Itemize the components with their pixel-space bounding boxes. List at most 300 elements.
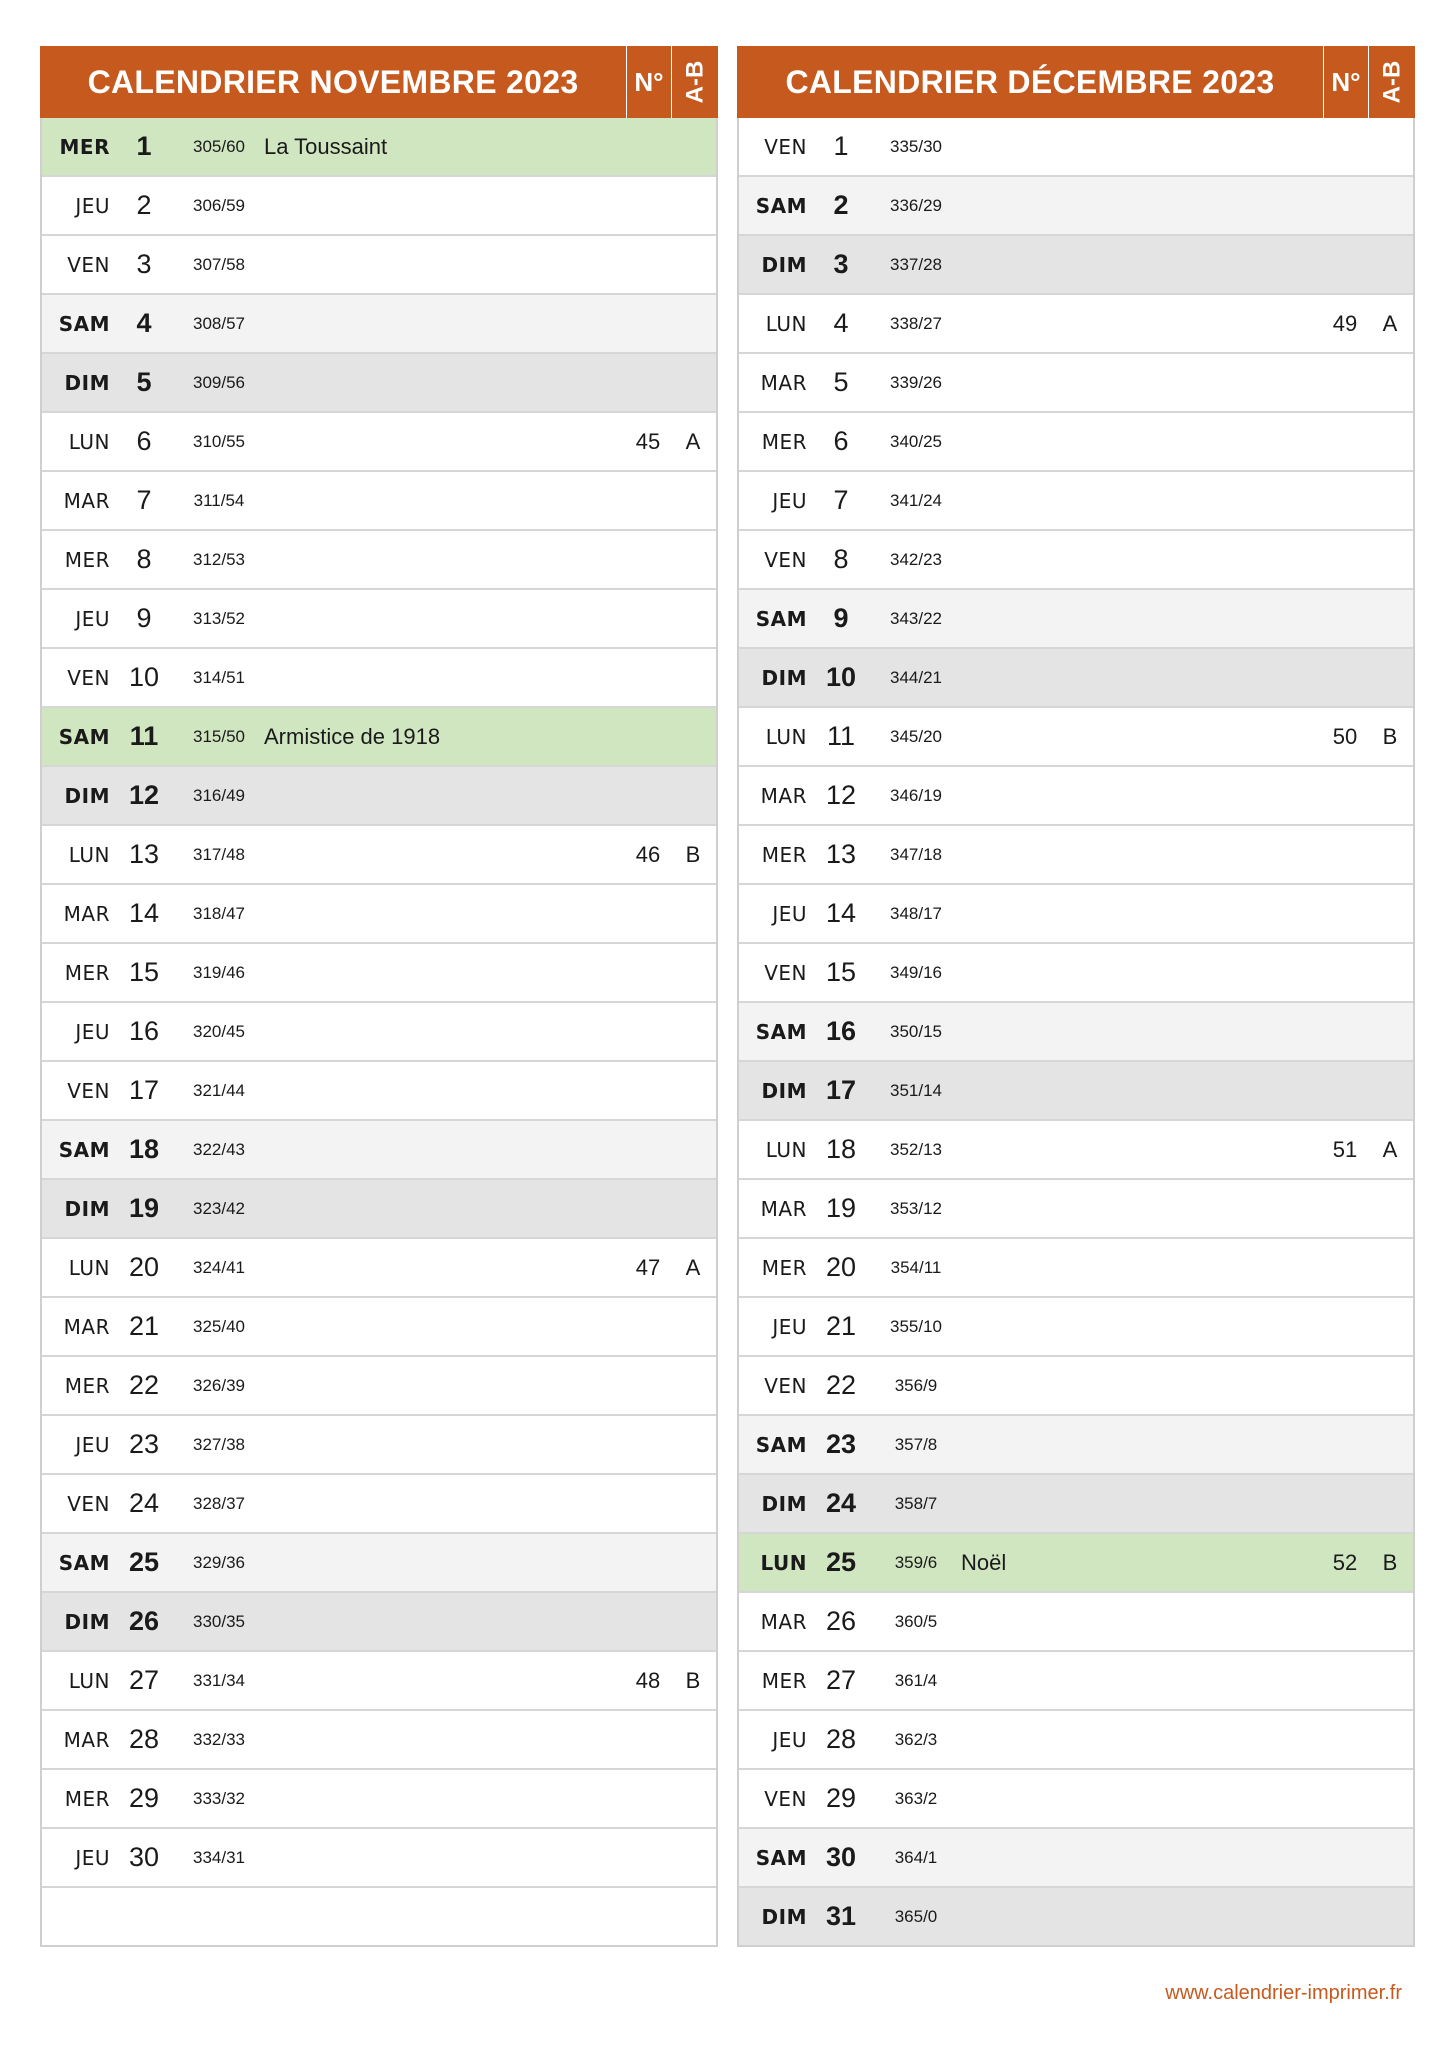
day-number: 25 <box>825 1547 857 1577</box>
day-number: 4 <box>136 308 152 338</box>
week-number <box>626 885 670 942</box>
day-row <box>739 293 1413 352</box>
day-of-year: 331/34 <box>193 1670 245 1690</box>
day-row <box>739 1060 1413 1119</box>
week-number <box>1323 885 1367 942</box>
day-number: 10 <box>128 662 160 692</box>
day-of-year: 353/12 <box>890 1198 942 1218</box>
day-number: 27 <box>825 1665 857 1695</box>
weekday-label: MAR <box>63 488 110 513</box>
weekday-label: VEN <box>67 665 110 690</box>
day-row <box>739 175 1413 234</box>
event-label: Armistice de 1918 <box>264 723 441 749</box>
day-of-year: 343/22 <box>890 608 942 628</box>
day-of-year: 321/44 <box>193 1080 245 1100</box>
week-number <box>1323 1593 1367 1650</box>
ab-cycle <box>670 1534 716 1591</box>
weekday-label: LUN <box>765 311 807 336</box>
weekday-label: VEN <box>764 1786 807 1811</box>
day-row <box>739 1886 1413 1945</box>
weekday-label: JEU <box>772 1314 807 1339</box>
day-of-year: 306/59 <box>193 195 245 215</box>
week-number <box>1323 944 1367 1001</box>
day-row <box>739 1178 1413 1237</box>
day-of-year: 314/51 <box>193 667 245 687</box>
day-of-year: 323/42 <box>193 1198 245 1218</box>
day-number: 5 <box>833 367 849 397</box>
footer-website-link[interactable]: www.calendrier-imprimer.fr <box>1165 1982 1402 2004</box>
day-number: 15 <box>128 957 160 987</box>
ab-cycle <box>1367 1770 1413 1827</box>
day-row <box>42 883 716 942</box>
day-of-year: 305/60 <box>193 136 245 156</box>
ab-cycle: B <box>685 841 701 867</box>
week-number <box>626 1534 670 1591</box>
week-number <box>1323 1416 1367 1473</box>
ab-cycle <box>1367 472 1413 529</box>
day-row <box>739 1591 1413 1650</box>
day-of-year: 344/21 <box>890 667 942 687</box>
ab-cycle <box>1367 531 1413 588</box>
weekday-label: MAR <box>63 1314 110 1339</box>
day-of-year: 307/58 <box>193 254 245 274</box>
day-number: 7 <box>833 485 849 515</box>
day-number: 18 <box>128 1134 160 1164</box>
weekday-label: LUN <box>765 724 807 749</box>
day-row <box>42 1119 716 1178</box>
empty-row <box>42 1886 716 1945</box>
weekday-label: DIM <box>64 783 110 808</box>
weekday-label: MER <box>64 960 110 985</box>
week-number: 45 <box>635 428 661 454</box>
week-number <box>1323 1888 1367 1945</box>
day-number: 12 <box>825 780 857 810</box>
day-of-year: 326/39 <box>193 1375 245 1395</box>
weekday-label: MAR <box>760 1196 807 1221</box>
day-of-year: 317/48 <box>193 844 245 864</box>
weekday-label: LUN <box>68 1255 110 1280</box>
ab-cycle <box>670 354 716 411</box>
day-of-year: 333/32 <box>193 1788 245 1808</box>
weekday-label: DIM <box>761 252 807 277</box>
ab-cycle <box>670 177 716 234</box>
week-number <box>1323 1003 1367 1060</box>
weekday-label: SAM <box>58 311 110 336</box>
week-number <box>1323 590 1367 647</box>
day-row <box>42 1473 716 1532</box>
weekday-label: VEN <box>764 960 807 985</box>
week-number <box>626 1121 670 1178</box>
week-number <box>626 1475 670 1532</box>
ab-cycle <box>1367 1416 1413 1473</box>
day-of-year: 340/25 <box>890 431 942 451</box>
day-of-year: 330/35 <box>193 1611 245 1631</box>
weekday-label: LUN <box>68 1668 110 1693</box>
day-of-year: 318/47 <box>193 903 245 923</box>
day-of-year: 327/38 <box>193 1434 245 1454</box>
weekday-label: VEN <box>67 1491 110 1516</box>
ab-cycle <box>670 1711 716 1768</box>
day-row <box>739 529 1413 588</box>
day-row <box>42 824 716 883</box>
day-of-year: 319/46 <box>193 962 245 982</box>
day-number: 29 <box>825 1783 857 1813</box>
day-of-year: 352/13 <box>890 1139 942 1159</box>
day-number: 30 <box>825 1842 857 1872</box>
ab-cycle <box>1367 1357 1413 1414</box>
ab-cycle <box>1367 885 1413 942</box>
day-of-year: 311/54 <box>193 490 245 510</box>
ab-cycle <box>1367 1829 1413 1886</box>
weekday-label: DIM <box>761 665 807 690</box>
week-number <box>1323 413 1367 470</box>
week-number <box>1323 531 1367 588</box>
day-number: 14 <box>128 898 160 928</box>
week-number <box>626 767 670 824</box>
day-number: 8 <box>833 544 849 574</box>
day-of-year: 312/53 <box>193 549 245 569</box>
week-number <box>1323 1475 1367 1532</box>
day-row <box>739 470 1413 529</box>
day-number: 2 <box>136 190 152 220</box>
day-of-year: 336/29 <box>890 195 942 215</box>
day-of-year: 313/52 <box>193 608 245 628</box>
ab-cycle <box>1367 1062 1413 1119</box>
ab-cycle <box>670 1593 716 1650</box>
ab-cycle <box>1367 1239 1413 1296</box>
day-number: 17 <box>825 1075 857 1105</box>
weekday-label: JEU <box>75 1432 110 1457</box>
month-december <box>737 46 1415 1947</box>
day-row <box>42 1532 716 1591</box>
week-number <box>1323 354 1367 411</box>
day-row <box>42 1178 716 1237</box>
day-of-year: 341/24 <box>890 490 942 510</box>
week-number <box>1323 472 1367 529</box>
day-row <box>42 942 716 1001</box>
day-of-year: 309/56 <box>193 372 245 392</box>
day-of-year: 315/50 <box>193 726 245 746</box>
day-number: 6 <box>833 426 849 456</box>
day-row <box>739 118 1413 175</box>
ab-cycle <box>670 1829 716 1886</box>
day-of-year: 325/40 <box>193 1316 245 1336</box>
day-row <box>739 1768 1413 1827</box>
day-of-year: 364/1 <box>894 1847 938 1867</box>
day-of-year: 342/23 <box>890 549 942 569</box>
day-row <box>739 1414 1413 1473</box>
ab-cycle <box>670 590 716 647</box>
ab-cycle <box>670 1298 716 1355</box>
week-number <box>626 177 670 234</box>
day-of-year: 360/5 <box>894 1611 938 1631</box>
week-number: 46 <box>635 841 661 867</box>
week-number <box>626 590 670 647</box>
weekday-label: SAM <box>58 1137 110 1162</box>
day-of-year: 334/31 <box>193 1847 245 1867</box>
day-number: 24 <box>825 1488 857 1518</box>
day-row <box>42 1827 716 1886</box>
ab-cycle <box>670 885 716 942</box>
day-number: 12 <box>128 780 160 810</box>
weekday-label: SAM <box>755 1845 807 1870</box>
day-of-year: 320/45 <box>193 1021 245 1041</box>
day-row <box>739 706 1413 765</box>
week-number <box>1323 236 1367 293</box>
day-number: 30 <box>128 1842 160 1872</box>
day-number: 7 <box>136 485 152 515</box>
day-row <box>42 1768 716 1827</box>
ab-cycle <box>670 1003 716 1060</box>
weekday-label: SAM <box>58 1550 110 1575</box>
week-number <box>626 1062 670 1119</box>
week-number <box>626 472 670 529</box>
day-number: 19 <box>128 1193 160 1223</box>
weekday-label: JEU <box>75 606 110 631</box>
day-number: 11 <box>129 721 159 751</box>
day-number: 1 <box>833 131 849 161</box>
day-of-year: 362/3 <box>894 1729 938 1749</box>
day-number: 3 <box>136 249 152 279</box>
day-of-year: 361/4 <box>894 1670 938 1690</box>
day-number: 31 <box>825 1901 857 1931</box>
day-number: 20 <box>128 1252 160 1282</box>
day-number: 6 <box>136 426 152 456</box>
day-row <box>739 1355 1413 1414</box>
weekday-label: SAM <box>755 1432 807 1457</box>
day-of-year: 359/6 <box>894 1552 938 1572</box>
week-number <box>626 531 670 588</box>
weekday-label: MER <box>761 1255 807 1280</box>
day-row <box>739 1709 1413 1768</box>
weekday-label: DIM <box>64 1609 110 1634</box>
ab-cycle: A <box>1382 310 1398 336</box>
ab-cycle: B <box>685 1667 701 1693</box>
week-number <box>1323 177 1367 234</box>
ab-cycle <box>670 649 716 706</box>
day-number: 4 <box>833 308 849 338</box>
day-row <box>42 1414 716 1473</box>
ab-cycle <box>670 118 716 175</box>
ab-cycle <box>670 708 716 765</box>
weekday-label: MER <box>64 1373 110 1398</box>
week-number: 48 <box>635 1667 661 1693</box>
day-number: 1 <box>136 131 152 161</box>
day-row <box>42 765 716 824</box>
day-row <box>42 1296 716 1355</box>
weekday-label: LUN <box>760 1550 807 1575</box>
day-of-year: 308/57 <box>193 313 245 333</box>
weekday-label: MER <box>64 547 110 572</box>
day-row <box>739 1827 1413 1886</box>
ab-cycle <box>1367 354 1413 411</box>
day-row <box>739 1532 1413 1591</box>
month-title: CALENDRIER NOVEMBRE 2023 <box>87 63 579 100</box>
day-list <box>40 118 718 1947</box>
day-of-year: 355/10 <box>890 1316 942 1336</box>
day-of-year: 354/11 <box>890 1257 942 1277</box>
week-number <box>626 354 670 411</box>
day-number: 27 <box>128 1665 160 1695</box>
week-number <box>626 1711 670 1768</box>
day-of-year: 332/33 <box>193 1729 245 1749</box>
week-number <box>626 1593 670 1650</box>
ab-cycle <box>670 1770 716 1827</box>
day-row <box>739 1001 1413 1060</box>
day-number: 25 <box>128 1547 160 1577</box>
day-number: 28 <box>825 1724 857 1754</box>
day-row <box>42 647 716 706</box>
week-number <box>1323 1298 1367 1355</box>
week-number <box>626 295 670 352</box>
week-number: 52 <box>1332 1549 1358 1575</box>
day-number: 17 <box>128 1075 160 1105</box>
weekday-label: MER <box>761 1668 807 1693</box>
day-of-year: 322/43 <box>193 1139 245 1159</box>
ab-cycle-column-header <box>1368 46 1415 118</box>
week-number <box>1323 826 1367 883</box>
week-number <box>1323 1180 1367 1237</box>
ab-cycle <box>1367 649 1413 706</box>
ab-cycle <box>1367 1003 1413 1060</box>
ab-cycle <box>1367 1298 1413 1355</box>
day-row <box>739 942 1413 1001</box>
weekday-label: SAM <box>755 606 807 631</box>
day-row <box>42 411 716 470</box>
day-of-year: 348/17 <box>890 903 942 923</box>
day-number: 26 <box>128 1606 160 1636</box>
weekday-label: VEN <box>67 1078 110 1103</box>
day-row <box>739 234 1413 293</box>
day-number: 18 <box>825 1134 857 1164</box>
weekday-label: MAR <box>760 1609 807 1634</box>
day-of-year: 346/19 <box>890 785 942 805</box>
day-row <box>42 1060 716 1119</box>
day-number: 8 <box>136 544 152 574</box>
day-number: 29 <box>128 1783 160 1813</box>
ab-cycle <box>670 767 716 824</box>
week-number <box>626 1829 670 1886</box>
day-of-year: 357/8 <box>894 1434 938 1454</box>
week-number <box>626 1180 670 1237</box>
ab-cycle <box>1367 1888 1413 1945</box>
weekday-label: MAR <box>760 783 807 808</box>
ab-cycle: A <box>1382 1136 1398 1162</box>
day-number: 16 <box>825 1016 857 1046</box>
day-number: 14 <box>825 898 857 928</box>
day-number: 16 <box>128 1016 160 1046</box>
weekday-label: SAM <box>755 1019 807 1044</box>
ab-cycle <box>1367 413 1413 470</box>
ab-cycle <box>670 1121 716 1178</box>
day-number: 22 <box>825 1370 857 1400</box>
weekday-label: VEN <box>764 547 807 572</box>
day-row <box>739 824 1413 883</box>
day-row <box>42 293 716 352</box>
day-of-year: 358/7 <box>894 1493 938 1513</box>
weekday-label: JEU <box>772 488 807 513</box>
week-number: 51 <box>1332 1136 1358 1162</box>
week-number <box>626 649 670 706</box>
weekday-label: JEU <box>772 901 807 926</box>
week-number <box>1323 1239 1367 1296</box>
week-number <box>626 1770 670 1827</box>
day-row <box>739 1119 1413 1178</box>
day-number: 5 <box>136 367 152 397</box>
weekday-label: LUN <box>765 1137 807 1162</box>
weekday-label: MER <box>64 1786 110 1811</box>
day-number: 21 <box>825 1311 857 1341</box>
week-number <box>1323 1062 1367 1119</box>
weekday-label: MER <box>59 134 110 159</box>
day-number: 23 <box>128 1429 160 1459</box>
event-label: Noël <box>961 1549 1007 1575</box>
ab-cycle-column-header <box>671 46 718 118</box>
weekday-label: DIM <box>761 1904 807 1929</box>
ab-cycle-label: A-B <box>1378 60 1405 104</box>
day-number: 26 <box>825 1606 857 1636</box>
day-row <box>42 1355 716 1414</box>
ab-cycle <box>670 1416 716 1473</box>
ab-cycle <box>1367 1711 1413 1768</box>
day-row <box>42 1709 716 1768</box>
week-number-column-header: N° <box>1323 46 1368 118</box>
day-of-year: 328/37 <box>193 1493 245 1513</box>
week-number-column-header: N° <box>626 46 671 118</box>
ab-cycle <box>1367 177 1413 234</box>
day-number: 15 <box>825 957 857 987</box>
week-number: 47 <box>635 1254 661 1280</box>
ab-cycle <box>1367 590 1413 647</box>
weekday-label: VEN <box>764 134 807 159</box>
week-number <box>1323 1770 1367 1827</box>
day-row <box>42 706 716 765</box>
day-row <box>42 1591 716 1650</box>
day-row <box>739 647 1413 706</box>
day-number: 2 <box>833 190 849 220</box>
day-row <box>42 118 716 175</box>
ab-cycle <box>1367 236 1413 293</box>
ab-cycle: B <box>1382 1549 1398 1575</box>
weekday-label: DIM <box>64 1196 110 1221</box>
week-number <box>1323 1711 1367 1768</box>
day-of-year: 351/14 <box>890 1080 942 1100</box>
ab-cycle <box>670 944 716 1001</box>
day-row <box>739 1650 1413 1709</box>
week-number <box>626 1298 670 1355</box>
weekday-label: MER <box>761 842 807 867</box>
day-row <box>42 1650 716 1709</box>
day-number: 10 <box>825 662 857 692</box>
day-row <box>42 529 716 588</box>
day-number: 3 <box>833 249 849 279</box>
day-of-year: 363/2 <box>894 1788 938 1808</box>
weekday-label: MAR <box>63 901 110 926</box>
day-of-year: 324/41 <box>193 1257 245 1277</box>
ab-cycle <box>670 236 716 293</box>
week-number <box>1323 1829 1367 1886</box>
event-label: La Toussaint <box>264 133 388 159</box>
day-row <box>739 1296 1413 1355</box>
weekday-label: JEU <box>75 1845 110 1870</box>
weekday-label: JEU <box>772 1727 807 1752</box>
day-list <box>737 118 1415 1947</box>
day-of-year: 365/0 <box>894 1906 938 1926</box>
ab-cycle-label: A-B <box>681 60 708 104</box>
month-header <box>40 46 718 118</box>
weekday-label: JEU <box>75 193 110 218</box>
day-number: 19 <box>825 1193 857 1223</box>
